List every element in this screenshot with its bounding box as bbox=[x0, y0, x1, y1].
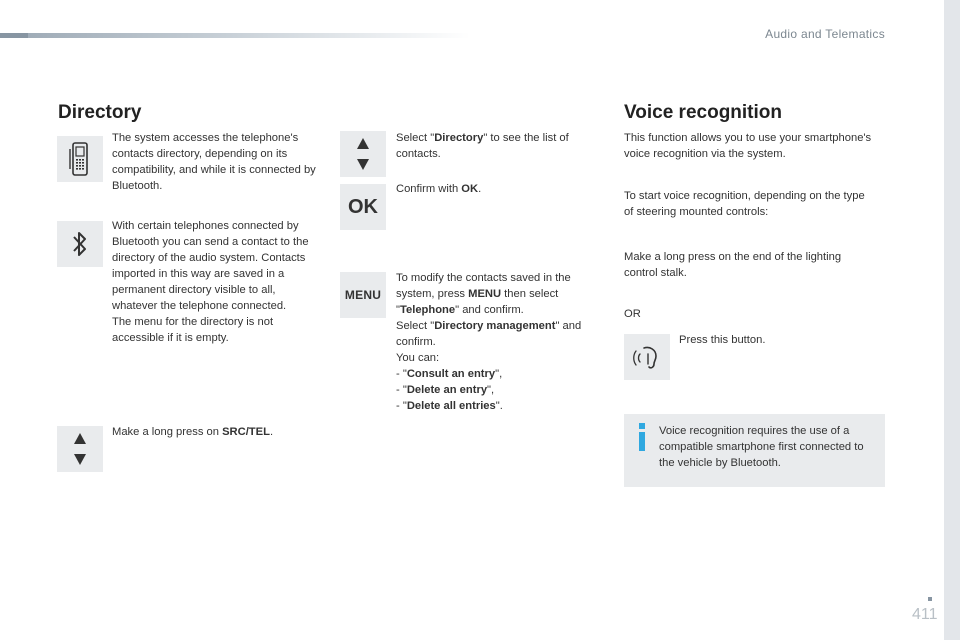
option-item: - "Consult an entry", bbox=[396, 368, 503, 380]
page-edge-strip bbox=[944, 0, 960, 640]
ok-icon: OK bbox=[348, 195, 378, 218]
select-directory-text: Select "Directory" to see the list of contacts. bbox=[396, 132, 569, 160]
long-press-src-text: Make a long press on SRC/TEL. bbox=[112, 426, 274, 438]
phone-icon-box bbox=[57, 136, 103, 182]
header-bar bbox=[0, 33, 470, 38]
voice-info-box bbox=[624, 414, 885, 487]
bluetooth-icon-box bbox=[57, 221, 103, 267]
src-tel-label: SRC/TEL bbox=[222, 426, 270, 438]
voice-button-icon-box bbox=[624, 334, 670, 380]
voice-recognition-title: Voice recognition bbox=[624, 102, 783, 123]
option-item: - "Delete all entries". bbox=[396, 400, 503, 412]
bluetooth-contacts-text: With certain telephones connected by Bluetooth you can send a contact to the directory of the audio system. Contacts imported in this way are saved in a permanent directory visible to all, whatever the telephone connected. bbox=[112, 220, 309, 312]
modify-contacts-text: To modify the contacts saved in the system, press MENU then select "Telephone" and confirm. Select "Directory management" and confirm. You can: - "Consult an entry", - "Delete an entry", - "Delete all entries". bbox=[396, 272, 582, 412]
directory-title: Directory bbox=[58, 102, 142, 123]
up-down-icon-box-mid bbox=[340, 131, 386, 177]
info-icon bbox=[638, 423, 646, 451]
directory-bluetooth-text bbox=[112, 218, 317, 346]
phone-icon bbox=[68, 141, 92, 177]
press-button-text: Press this button. bbox=[679, 334, 766, 346]
you-can-label: You can: bbox=[396, 352, 440, 364]
voice-recognition-icon bbox=[630, 342, 664, 372]
page-number: 411 bbox=[912, 606, 938, 623]
lighting-stalk-text: Make a long press on the end of the lighting control stalk. bbox=[624, 251, 842, 279]
menu-icon: MENU bbox=[344, 288, 382, 302]
up-down-arrows-icon bbox=[72, 431, 88, 467]
header-bar-accent bbox=[0, 33, 28, 38]
ok-button-icon-box bbox=[340, 184, 386, 230]
bluetooth-icon bbox=[70, 229, 90, 259]
voice-info-text: Voice recognition requires the use of a compatible smartphone first connected to the vehicle by Bluetooth. bbox=[659, 425, 864, 469]
directory-intro: The system accesses the telephone's contacts directory, depending on its compatibility, and while it is connected by Bluetooth. bbox=[112, 132, 316, 192]
up-down-arrows-icon bbox=[355, 136, 371, 172]
option-item: - "Delete an entry", bbox=[396, 384, 495, 396]
or-label: OR bbox=[624, 308, 641, 320]
up-down-icon-box-left bbox=[57, 426, 103, 472]
empty-directory-note: The menu for the directory is not accessible if it is empty. bbox=[112, 316, 274, 344]
section-header: Audio and Telematics bbox=[765, 27, 885, 41]
voice-intro: This function allows you to use your smartphone's voice recognition via the system. bbox=[624, 132, 872, 160]
menu-button-icon-box bbox=[340, 272, 386, 318]
page-marker bbox=[928, 597, 932, 601]
confirm-ok-text: Confirm with OK. bbox=[396, 183, 482, 195]
voice-start-text: To start voice recognition, depending on the type of steering mounted controls: bbox=[624, 190, 865, 218]
